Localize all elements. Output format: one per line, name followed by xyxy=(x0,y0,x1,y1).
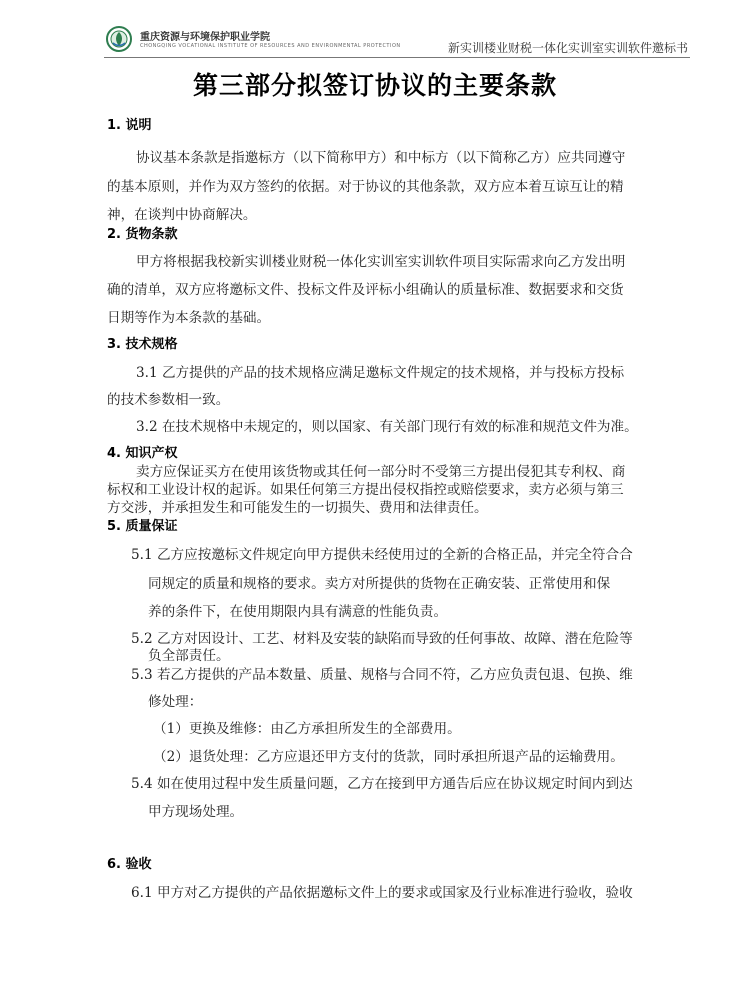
section-heading-intellectual-property: 4. 知识产权 xyxy=(107,446,178,461)
document-header-title: 新实训楼业财税一体化实训室实训软件邀标书 xyxy=(447,41,688,55)
section-heading-goods: 2. 货物条款 xyxy=(107,227,178,242)
school-logo-icon xyxy=(106,26,132,52)
paragraph-line: 甲方将根据我校新实训楼业财税一体化实训室实训软件项目实际需求向乙方发出明 xyxy=(136,254,626,270)
paragraph-line: 卖方应保证买方在使用该货物或其任何一部分时不受第三方提出侵犯其专利权、商 xyxy=(136,464,626,480)
paragraph-line: 3.2 在技术规格中未规定的，则以国家、有关部门现行有效的标准和规范文件为准。 xyxy=(136,419,638,435)
paragraph-line: 甲方现场处理。 xyxy=(148,804,244,820)
paragraph-line: 标权和工业设计权的起诉。如果任何第三方提出侵权指控或赔偿要求，卖方必须与第三 xyxy=(107,482,624,498)
school-name: 重庆资源与环境保护职业学院 xyxy=(140,32,270,43)
paragraph-line: 3.1 乙方提供的产品的技术规格应满足邀标文件规定的技术规格，并与投标方投标 xyxy=(136,365,625,381)
paragraph-line: 5.2 乙方对因设计、工艺、材料及安装的缺陷而导致的任何事故、故障、潜在危险等 xyxy=(131,631,633,647)
page-title: 第三部分拟签订协议的主要条款 xyxy=(192,71,557,100)
section-heading-technical-specs: 3. 技术规格 xyxy=(107,337,178,352)
paragraph-line: 确的清单，双方应将邀标文件、投标文件及评标小组确认的质量标准、数据要求和交货 xyxy=(107,282,624,298)
page-header xyxy=(0,0,750,70)
paragraph-line: （1）更换及维修：由乙方承担所发生的全部费用。 xyxy=(153,721,461,737)
section-heading-acceptance: 6. 验收 xyxy=(107,857,152,872)
section-heading-explanation: 1. 说明 xyxy=(107,118,152,133)
paragraph-line: 同规定的质量和规格的要求。卖方对所提供的货物在正确安装、正常使用和保 xyxy=(148,576,611,592)
paragraph-line: 日期等作为本条款的基础。 xyxy=(107,310,271,326)
paragraph-line: （2）退货处理：乙方应退还甲方支付的货款，同时承担所退产品的运输费用。 xyxy=(153,749,624,765)
paragraph-line: 5.1 乙方应按邀标文件规定向甲方提供未经使用过的全新的合格正品，并完全符合合 xyxy=(131,547,633,563)
section-heading-quality-assurance: 5. 质量保证 xyxy=(107,519,178,534)
paragraph-line: 修处理： xyxy=(148,694,203,710)
paragraph-line: 协议基本条款是指邀标方（以下简称甲方）和中标方（以下简称乙方）应共同遵守 xyxy=(136,150,626,166)
paragraph-line: 6.1 甲方对乙方提供的产品依据邀标文件上的要求或国家及行业标准进行验收，验收 xyxy=(131,885,633,901)
paragraph-line: 的技术参数相一致。 xyxy=(107,392,230,408)
paragraph-line: 负全部责任。 xyxy=(148,648,230,664)
paragraph-line: 方交涉，并承担发生和可能发生的一切损失、费用和法律责任。 xyxy=(107,500,488,516)
paragraph-line: 5.4 如在使用过程中发生质量问题，乙方在接到甲方通告后应在协议规定时间内到达 xyxy=(131,776,633,792)
paragraph-line: 5.3 若乙方提供的产品本数量、质量、规格与合同不符，乙方应负责包退、包换、维 xyxy=(131,667,633,683)
header-divider xyxy=(104,57,690,58)
paragraph-line: 的基本原则，并作为双方签约的依据。对于协议的其他条款，双方应本着互谅互让的精 xyxy=(107,179,624,195)
paragraph-line: 养的条件下，在使用期限内具有满意的性能负责。 xyxy=(148,604,448,620)
paragraph-line: 神，在谈判中协商解决。 xyxy=(107,207,257,223)
school-name-english: CHONGQING VOCATIONAL INSTITUTE OF RESOURCES AND ENVIRONMENTAL PROTECTION xyxy=(140,43,401,49)
